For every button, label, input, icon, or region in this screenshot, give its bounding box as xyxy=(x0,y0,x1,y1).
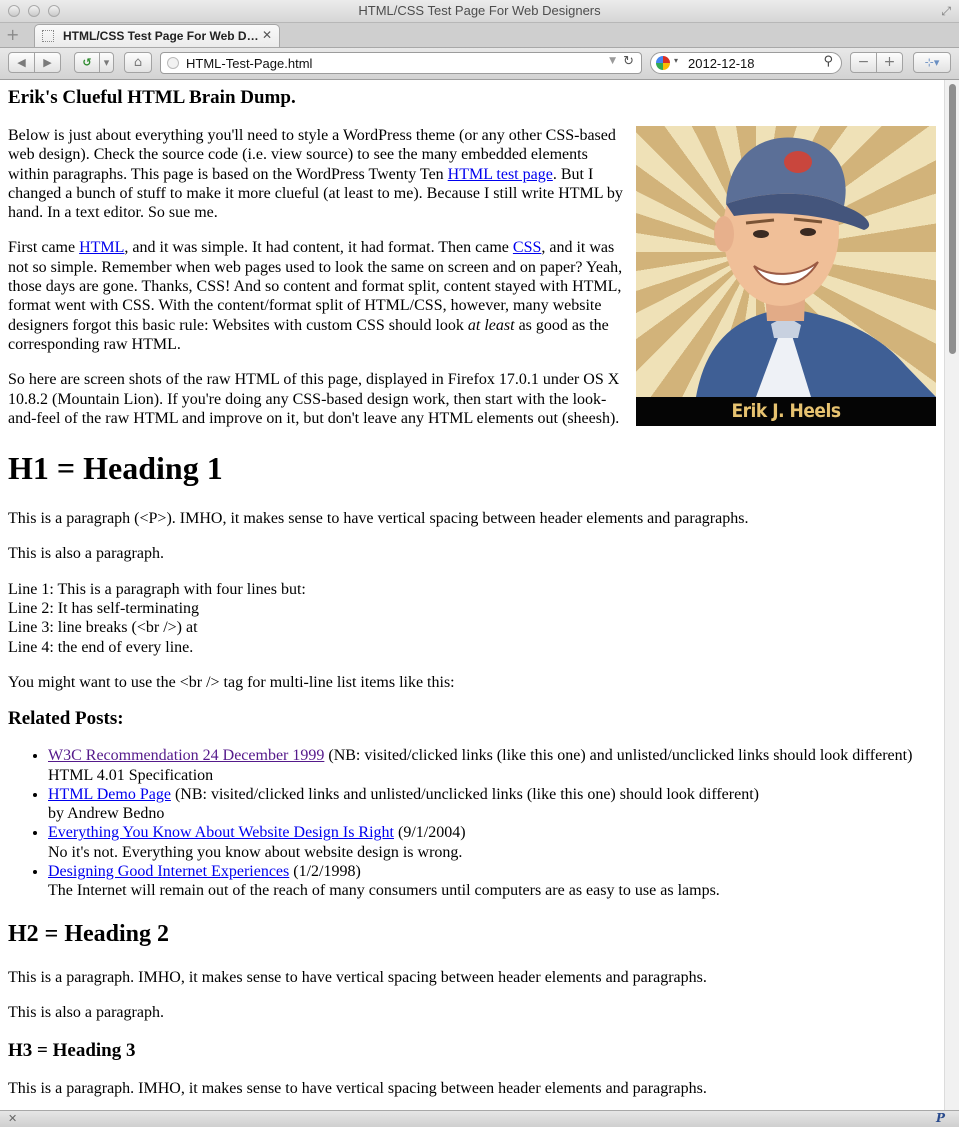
related-subtext: by Andrew Bedno xyxy=(48,805,165,823)
fullscreen-icon[interactable]: ⤢ xyxy=(941,4,951,18)
h3-paragraph-1: This is a paragraph. IMHO, it makes sense to have vertical spacing between header elements and paragraphs. xyxy=(8,1080,707,1098)
bookmark-dropdown-button[interactable]: ▾ xyxy=(99,52,114,73)
intro-paragraph-3: So here are screen shots of the raw HTML of this page, displayed in Firefox 17.0.1 under OS X 10.8.2 (Mountain Lion). If you're doing any CSS-based design work, then start with the look-and-feel of the raw HTML and improve on it, but don't leave any HTML elements out (sheesh). xyxy=(8,371,620,427)
zoom-out-button[interactable]: − xyxy=(850,52,877,73)
related-note: (NB: visited/clicked links and unlisted/unclicked links (like this one) should look different) xyxy=(170,785,759,803)
back-button[interactable]: ◀ xyxy=(8,52,35,73)
page-content xyxy=(0,80,944,1110)
list-item xyxy=(48,862,936,901)
search-bar[interactable] xyxy=(650,52,842,74)
intro-text: First came xyxy=(8,239,80,257)
related-subtext: No it's not. Everything you know about website design is wrong. xyxy=(48,843,463,861)
line-text: Line 1: This is a paragraph with four lines but: xyxy=(8,580,306,598)
window-titlebar xyxy=(0,0,959,23)
site-identity-icon[interactable] xyxy=(167,57,179,69)
forward-button[interactable]: ▶ xyxy=(34,52,61,73)
intro-text: Below is just about everything you'll need to style a WordPress theme (or any other CSS-based web design). Check the source code (i.e. view source) to see the many embedded elements within paragraphs. This page is based on the WordPress Twenty Ten xyxy=(8,127,616,183)
tab-active[interactable] xyxy=(34,24,280,47)
intro-text: , and it was simple. It had content, it had format. Then came xyxy=(124,239,513,257)
zoom-in-button[interactable]: + xyxy=(876,52,903,73)
window-title: HTML/CSS Test Page For Web Designers xyxy=(358,3,601,18)
vertical-scrollbar[interactable] xyxy=(944,80,959,1110)
related-note: (9/1/2004) xyxy=(393,824,466,842)
url-history-dropdown-icon[interactable]: ▼ xyxy=(609,56,616,66)
related-posts-list xyxy=(8,746,936,900)
status-bar xyxy=(0,1110,959,1127)
related-link[interactable]: HTML Demo Page xyxy=(48,785,171,803)
related-link[interactable]: W3C Recommendation 24 December 1999 xyxy=(48,747,325,765)
url-input[interactable]: HTML-Test-Page.html xyxy=(186,56,313,71)
close-bar-icon[interactable]: ✕ xyxy=(8,1112,18,1125)
emphasis-text: at least xyxy=(467,316,515,334)
css-link[interactable]: CSS xyxy=(512,239,542,257)
related-link[interactable]: Everything You Know About Website Design Is Right xyxy=(48,824,394,842)
related-posts-heading: Related Posts: xyxy=(8,708,124,730)
line-break-paragraph xyxy=(8,580,936,657)
url-bar[interactable] xyxy=(160,52,642,74)
h2-paragraph-1: This is a paragraph. IMHO, it makes sense to have vertical spacing between header elements and paragraphs. xyxy=(8,968,707,986)
html-test-page-link[interactable]: HTML test page xyxy=(447,165,553,183)
addon-status-icon[interactable]: P xyxy=(935,1111,945,1125)
heading-1: H1 = Heading 1 xyxy=(8,450,223,487)
reload-icon[interactable]: ↻ xyxy=(623,54,634,69)
heading-3: H3 = Heading 3 xyxy=(8,1040,136,1062)
related-subtext: HTML 4.01 Specification xyxy=(48,766,214,784)
related-note: (NB: visited/clicked links (like this one) and unlisted/unclicked links should look different) xyxy=(324,747,913,765)
line-text: Line 4: the end of every line. xyxy=(8,638,194,656)
heading-2: H2 = Heading 2 xyxy=(8,920,170,947)
h1-paragraph-1: This is a paragraph (<P>). IMHO, it makes sense to have vertical spacing between header elements and paragraphs. xyxy=(8,510,749,528)
list-item xyxy=(48,746,936,785)
bookmark-sync-button[interactable]: ↺ xyxy=(74,52,100,73)
navigation-toolbar xyxy=(0,48,959,80)
tab-label: HTML/CSS Test Page For Web D… xyxy=(63,29,259,43)
html-link[interactable]: HTML xyxy=(79,239,125,257)
search-engine-icon[interactable] xyxy=(656,56,670,70)
home-button[interactable]: ⌂ xyxy=(124,52,152,73)
intro-text: , and it was not so simple. Remember when web pages used to look the same on screen and on paper? Yeah, those days are gone. Thanks, CSS! And so content and format split, content stayed with HTML, format went with CSS. With the content/format split of HTML/CSS, however, many website designers forgot this basic rule: Websites with custom CSS should look xyxy=(8,239,623,334)
scrollbar-thumb[interactable] xyxy=(949,84,956,354)
search-icon[interactable]: ⚲ xyxy=(823,54,833,69)
list-item xyxy=(48,785,936,824)
new-tab-button[interactable]: + xyxy=(6,25,20,44)
related-link[interactable]: Designing Good Internet Experiences xyxy=(48,863,290,881)
addon-button[interactable]: ⊹▾ xyxy=(913,52,951,73)
search-input[interactable]: 2012-12-18 xyxy=(688,56,755,71)
related-subtext: The Internet will remain out of the reach of many consumers until computers are as easy to use as lamps. xyxy=(48,882,720,900)
page-title: Erik's Clueful HTML Brain Dump. xyxy=(8,87,296,108)
related-note: (1/2/1998) xyxy=(289,863,361,881)
tab-strip xyxy=(0,23,959,48)
intro-text: as good as the corresponding raw HTML. xyxy=(8,316,609,353)
h2-paragraph-2: This is also a paragraph. xyxy=(8,1003,164,1021)
h1-paragraph-2: This is also a paragraph. xyxy=(8,545,164,563)
tab-close-icon[interactable]: ✕ xyxy=(261,28,272,42)
list-item xyxy=(48,823,936,862)
search-engine-dropdown-icon[interactable]: ▾ xyxy=(674,56,679,65)
page-favicon-icon xyxy=(42,30,54,42)
author-photo xyxy=(636,126,936,426)
photo-caption: Erik J. Heels xyxy=(636,397,936,426)
line-text: Line 3: line breaks (<br />) at xyxy=(8,619,198,637)
intro-text: . But I changed a bunch of stuff to make it more clueful (at least to me). Because I still write HTML by hand. In a text editor. So sue me. xyxy=(8,165,623,222)
br-note-paragraph: You might want to use the <br /> tag for multi-line list items like this: xyxy=(8,673,455,691)
line-text: Line 2: It has self-terminating xyxy=(8,600,200,618)
portrait-figure xyxy=(636,126,936,397)
